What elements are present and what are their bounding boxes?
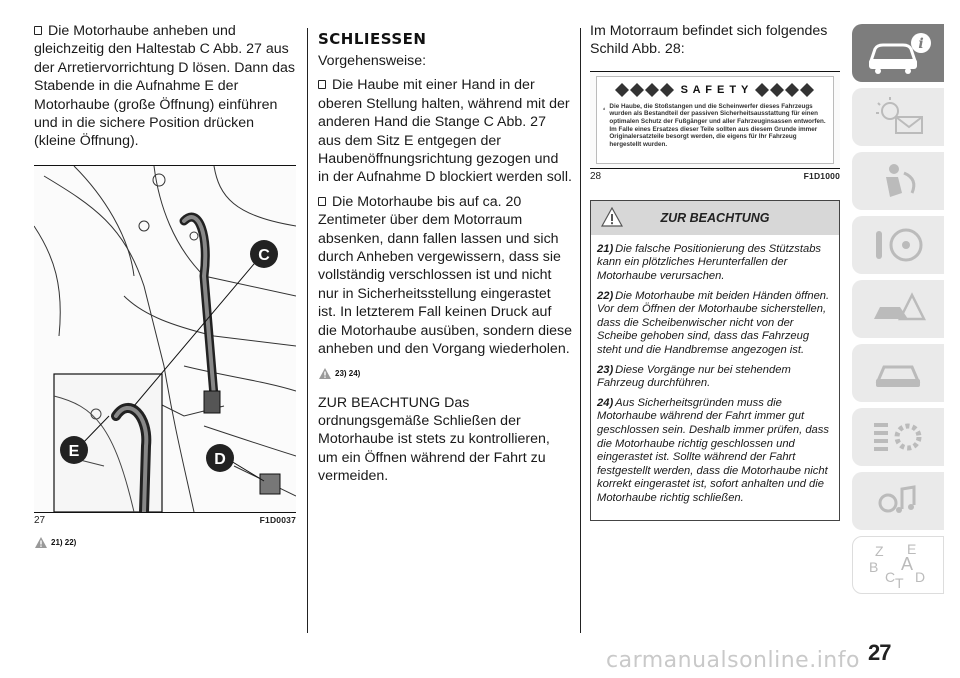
column-left <box>34 22 296 549</box>
warning-hand-icon <box>318 367 332 380</box>
page-number: 27 <box>868 640 891 665</box>
tab-airbag-seat[interactable] <box>852 152 944 210</box>
tab-index[interactable] <box>852 536 944 594</box>
figure-27 <box>34 165 296 513</box>
svg-text:C: C <box>885 569 896 585</box>
square-bullet-icon <box>318 197 326 206</box>
tab-car-service[interactable] <box>852 344 944 402</box>
figure-number: 28 <box>590 170 602 182</box>
bullet-paragraph: Die Motorhaube bis auf ca. 20 Zentimeter über dem Motorraum absenken, dann fallen lassen und sich durch Anheben vergewissern, dass sie vollständig verschlossen ist und nicht nur in Sicherheitsstellung eingerastet ist. In letzterem Fall keinen Druck auf die Motorhaube ausüben, sondern diese anheben und den Vorgang wiederholen. <box>318 193 572 358</box>
checkered-flag-icon <box>755 83 815 97</box>
warning-triangle-icon <box>601 207 623 227</box>
key-steering-icon <box>868 223 928 267</box>
dashboard-lights-icon <box>868 95 928 139</box>
warning-reference: 23) 24) <box>318 367 572 380</box>
tab-car-info[interactable] <box>852 24 944 82</box>
svg-text:i: i <box>918 36 924 52</box>
multimedia-icon <box>868 479 928 523</box>
square-bullet-icon <box>34 26 42 35</box>
svg-text:E: E <box>907 541 917 557</box>
safety-label-text: Die Haube, die Stoßstangen und die Scheinwerfer dieses Fahrzeugs wurden als Bestandteil der passiven Sicherheitsausstattung für einen optimalen Schutz der Fußgänger und aller Fahrzeuginsassen entworfen. Im Falle eines Ersatzes dieser Teile sollten aus diesem Grunde immer Originalersatzteile besorgt werden, die eigens für Ihr Fahrzeug hergestellt wurden. <box>609 102 826 148</box>
warning-hand-icon <box>34 536 48 549</box>
warning-reference: 21) 22) <box>34 536 296 549</box>
figure-28 <box>590 71 840 169</box>
column-divider <box>307 28 308 633</box>
intro-text: Im Motorraum befindet sich folgendes Schild Abb. 28: <box>590 23 828 58</box>
tab-key-steering[interactable] <box>852 216 944 274</box>
checkered-flag-icon <box>615 83 675 97</box>
warning-item: 24) Aus Sicherheitsgründen muss die Motorhaube während der Fahrt immer gut geschlossen sein. Deshalb immer prüfen, dass die Motorhaube richtig geschlossen und eingerastet ist. Sollte während der Fahrt festgestellt werden, dass die Motorhaube nicht korrekt eingerastet ist, sofort anhalten und die Motorhaube richtig schließen. <box>597 396 829 504</box>
callout-e: E <box>68 442 80 460</box>
warning-title: ZUR BEACHTUNG <box>660 210 770 225</box>
svg-text:B: B <box>869 559 879 575</box>
callout-c: C <box>258 246 270 264</box>
airbag-seat-icon <box>868 159 928 203</box>
tab-dashboard-lights[interactable] <box>852 88 944 146</box>
safety-title: S A F E T Y <box>680 83 750 96</box>
bullet-paragraph: Die Haube mit einer Hand in der oberen Stellung halten, während mit der anderen Hand die Stange C Abb. 27 aus dem Sitz E entgegen der Haubenöffnungsrichtung gezogen und in der Aufnahme D blockiert werden soll. <box>318 77 572 186</box>
svg-text:D: D <box>915 569 926 585</box>
car-service-icon <box>868 351 928 395</box>
warning-header <box>591 201 839 235</box>
svg-text:T: T <box>895 575 904 590</box>
hood-prop-illustration <box>34 166 296 512</box>
note-paragraph: ZUR BEACHTUNG Das ordnungsgemäße Schließen der Motorhaube ist stets zu kontrollieren, um ein Öffnen während der Fahrt zu vermeiden. <box>318 394 550 485</box>
warning-box <box>590 200 840 521</box>
gears-specs-icon <box>868 415 928 459</box>
alphabet-index-icon <box>863 540 933 590</box>
figure-caption <box>590 169 840 182</box>
svg-text:Z: Z <box>875 543 884 559</box>
figure-caption <box>34 513 296 526</box>
column-middle <box>318 22 572 492</box>
safety-label <box>596 76 834 164</box>
column-divider <box>580 28 581 633</box>
safety-banner <box>603 81 827 99</box>
figure-code: F1D0037 <box>259 514 296 525</box>
car-info-icon <box>863 31 933 75</box>
column-right <box>590 22 840 521</box>
tab-gears-specs[interactable] <box>852 408 944 466</box>
warning-triangle-car-icon <box>868 287 928 331</box>
tab-multimedia[interactable] <box>852 472 944 530</box>
tab-emergency[interactable] <box>852 280 944 338</box>
warning-item: 22) Die Motorhaube mit beiden Händen öffnen. Vor dem Öffnen der Motorhaube sicherstellen, dass die Scheibenwischer nicht von der Scheibe gehoben sind, dass das Fahrzeug steht und die Handbremse angezogen ist. <box>597 289 830 356</box>
callout-d: D <box>214 450 226 468</box>
svg-text:A: A <box>901 554 914 574</box>
figure-code: F1D1000 <box>803 170 840 181</box>
warning-item: 23) Diese Vorgänge nur bei stehendem Fahrzeug durchführen. <box>597 363 791 390</box>
warning-triangle-icon <box>603 103 605 114</box>
square-bullet-icon <box>318 80 326 89</box>
watermark: carmanualsonline.info <box>606 648 860 673</box>
chapter-tabs <box>852 24 944 600</box>
warning-item: 21) Die falsche Positionierung des Stützstabs kann ein plötzliches Herunterfallen der Motorhaube verursachen. <box>597 242 822 282</box>
section-heading: SCHLIESSEN <box>318 30 427 48</box>
intro-text: Vorgehensweise: <box>318 53 427 69</box>
figure-number: 27 <box>34 514 46 526</box>
warning-items <box>591 235 839 520</box>
bullet-paragraph: Die Motorhaube anheben und gleichzeitig den Haltestab C Abb. 27 aus der Arretiervorrichtung D lösen. Dann das Stabende in die Aufnahme E der Motorhaube (große Öffnung) einführen und in die sichere Position drücken (kleine Öffnung). <box>34 23 296 150</box>
